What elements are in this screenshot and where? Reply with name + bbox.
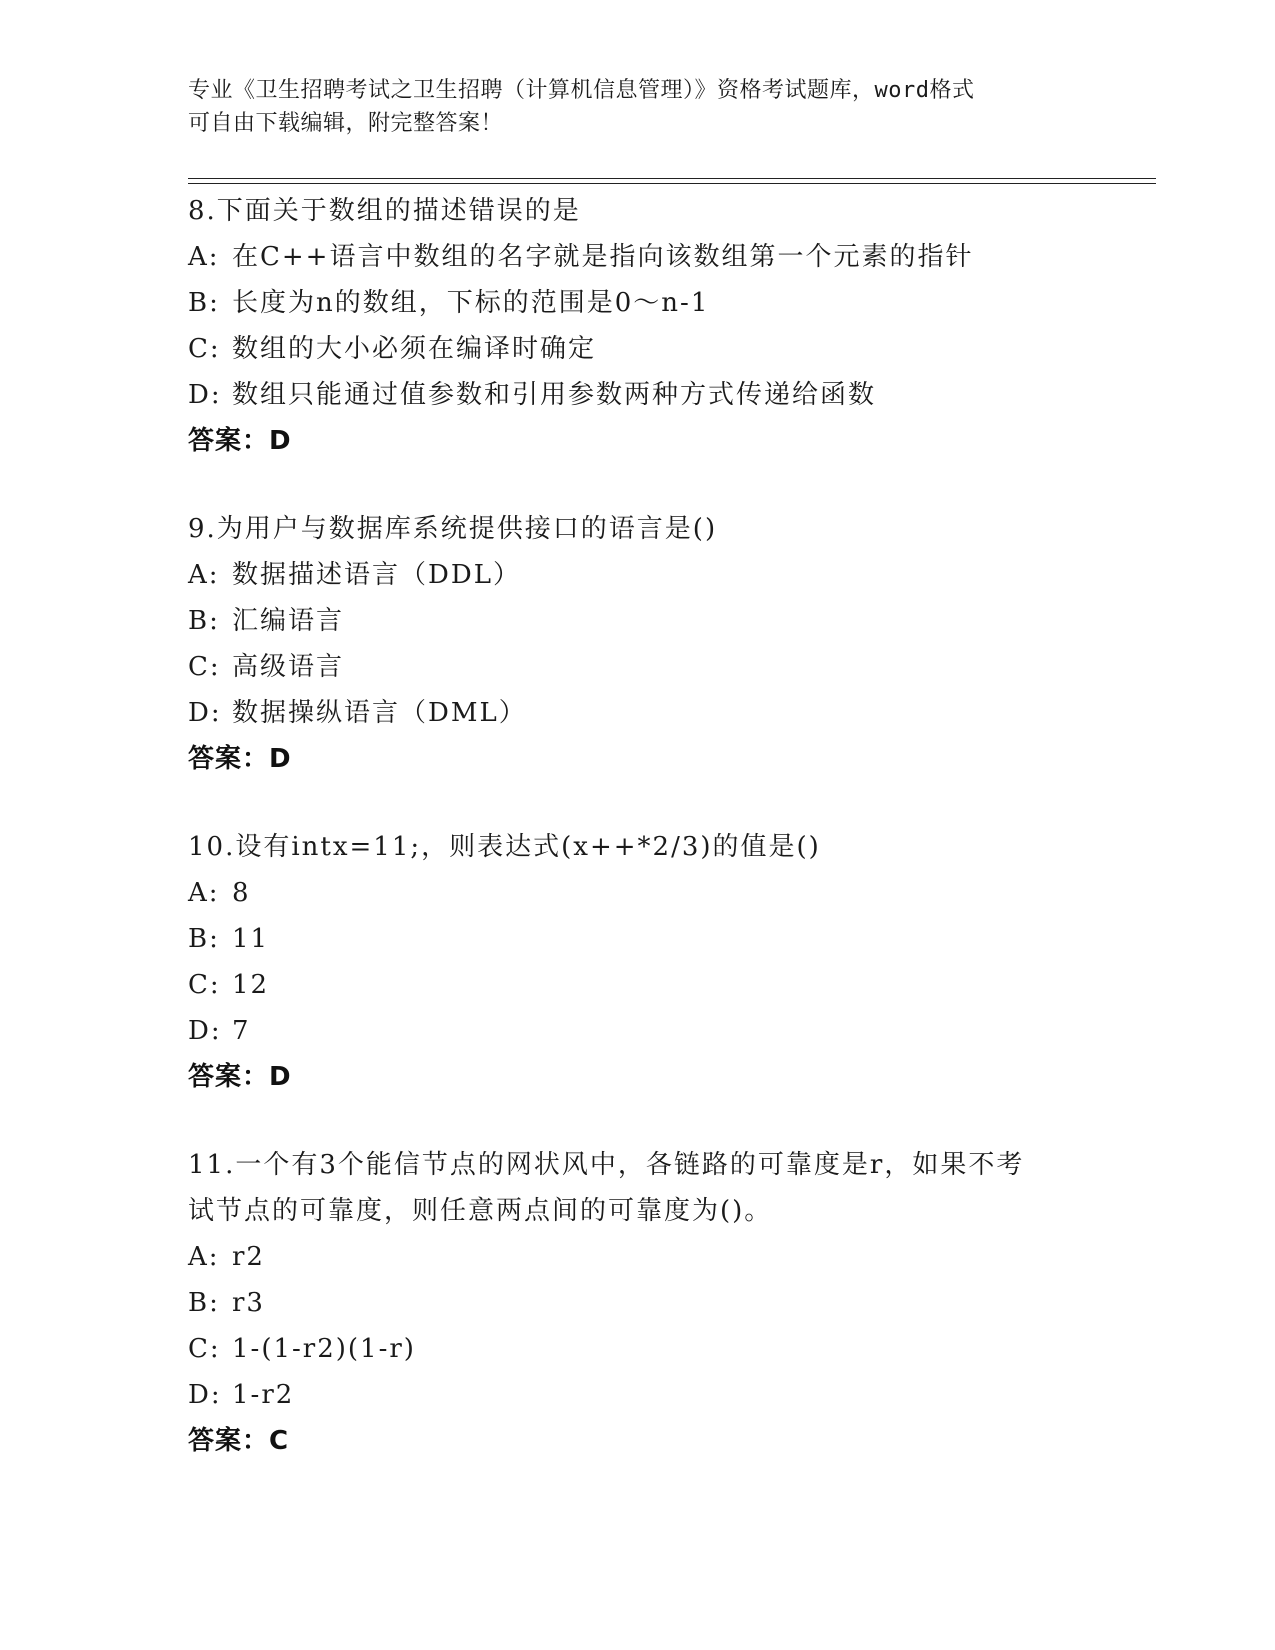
option-text: 在C++语言中数组的名字就是指向该数组第一个元素的指针 [232,242,974,272]
option-text: 数组的大小必须在编译时确定 [232,334,597,364]
option-key: B: [188,288,220,318]
option-text: 数组只能通过值参数和引用参数两种方式传递给函数 [232,380,877,410]
header-line-2: 可自由下载编辑，附完整答案！ [188,111,504,136]
header-line-1: 专业《卫生招聘考试之卫生招聘（计算机信息管理）》资格考试题库，word格式 [188,78,975,103]
option-text: 1-(1-r2)(1-r) [232,1334,416,1364]
option-key: C: [188,1334,221,1364]
option-key: C: [188,652,221,682]
header-divider-top [188,178,1156,179]
option-key: C: [188,334,221,364]
option-key: A: [188,560,220,590]
option-key: A: [188,242,220,272]
option-a [188,1234,1088,1280]
option-text: 8 [232,878,251,908]
option-key: B: [188,606,220,636]
option-c [188,326,1088,372]
question-item [188,824,1088,1100]
question-stem: 11.一个有3个能信节点的网状风中，各链路的可靠度是r，如果不考 [188,1150,1025,1180]
option-c [188,1326,1088,1372]
option-text: 12 [232,970,270,1000]
option-b [188,598,1088,644]
option-text: 数据操纵语言（DML） [232,698,527,728]
question-list [188,188,1088,1506]
question-stem: 9.为用户与数据库系统提供接口的语言是() [188,514,718,544]
option-key: D: [188,1380,222,1410]
option-c [188,962,1088,1008]
option-text: 数据描述语言（DDL） [232,560,521,590]
option-d [188,372,1088,418]
option-text: r2 [232,1242,265,1272]
option-b [188,916,1088,962]
question-stem: 10.设有intx=11;，则表达式(x++*2/3)的值是() [188,832,821,862]
question-item [188,1142,1088,1464]
option-key: A: [188,878,220,908]
option-text: 11 [232,924,270,954]
answer-line: 答案：C [188,1426,290,1456]
option-key: A: [188,1242,220,1272]
option-c [188,644,1088,690]
question-stem: 8.下面关于数组的描述错误的是 [188,196,581,226]
option-text: 长度为n的数组，下标的范围是0～n-1 [232,288,710,318]
option-d [188,690,1088,736]
option-key: D: [188,1016,222,1046]
option-a [188,552,1088,598]
option-text: 高级语言 [232,652,345,682]
option-text: 汇编语言 [232,606,345,636]
question-stem-continued: 试节点的可靠度，则任意两点间的可靠度为()。 [188,1196,773,1226]
option-d [188,1372,1088,1418]
answer-line: 答案：D [188,744,292,774]
option-key: B: [188,1288,220,1318]
option-key: B: [188,924,220,954]
option-b [188,280,1088,326]
option-d [188,1008,1088,1054]
option-a [188,234,1088,280]
option-key: C: [188,970,221,1000]
option-text: r3 [232,1288,265,1318]
answer-line: 答案：D [188,426,292,456]
question-item [188,506,1088,782]
option-b [188,1280,1088,1326]
answer-line: 答案：D [188,1062,292,1092]
option-text: 7 [232,1016,251,1046]
option-a [188,870,1088,916]
header-divider-bottom [188,183,1156,184]
question-item [188,188,1088,464]
option-key: D: [188,698,222,728]
option-text: 1-r2 [232,1380,295,1410]
option-key: D: [188,380,222,410]
document-header [188,74,1068,140]
